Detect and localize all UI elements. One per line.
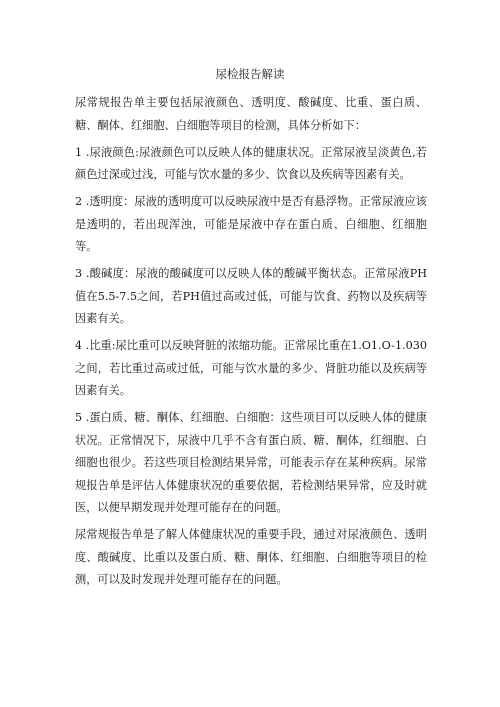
paragraph-specific-gravity: 4 .比重:尿比重可以反映肾脏的浓缩功能。正常尿比重在1.O1.O-1.030之间，若比重过高或过低，可能与饮水量的多少、肾脏功能以及疾病等因素有关。 <box>75 339 427 397</box>
document-title: 尿检报告解读 <box>215 67 285 81</box>
paragraph-intro: 尿常规报告单主要包括尿液颜色、透明度、酸碱度、比重、蛋白质、糖、酮体、红细胞、白细胞等项目的检测，具体分析如下： <box>75 96 427 132</box>
paragraph-protein-sugar: 5 .蛋白质、糖、酮体、红细胞、白细胞：这些项目可以反映人体的健康状况。正常情况下，尿液中几乎不含有蛋白质、糖、酮体，红细胞、白细胞也很少。若这些项目检测结果异常，可能表示存在某种疾病。尿常规报告单是评估人体健康状况的重要依据，若检测结果异常，应及时就医，以便早期发现并处理可能存在的问题。 <box>75 411 427 514</box>
document-body <box>75 92 427 592</box>
paragraph-ph: 3 .酸碱度：尿液的酸碱度可以反映人体的酸碱平衡状态。正常尿液PH值在5.5-7.5之间，若PH值过高或过低，可能与饮食、药物以及疾病等因素有关。 <box>75 267 427 325</box>
paragraph-urine-color: 1 .尿液颜色:尿液颜色可以反映人体的健康状况。正常尿液呈淡黄色,若颜色过深或过浅，可能与饮水量的多少、饮食以及疾病等因素有关。 <box>75 145 427 181</box>
paragraph-conclusion: 尿常规报告单是了解人体健康状况的重要手段，通过对尿液颜色、透明度、酸碱度、比重以及蛋白质、糖、酮体、红细胞、白细胞等项目的检测，可以及时发现并处理可能存在的问题。 <box>75 528 427 586</box>
paragraph-transparency: 2 .透明度：尿液的透明度可以反映尿液中是否有悬浮物。正常尿液应该是透明的，若出现浑浊，可能是尿液中存在蛋白质、白细胞、红细胞等。 <box>75 195 427 253</box>
